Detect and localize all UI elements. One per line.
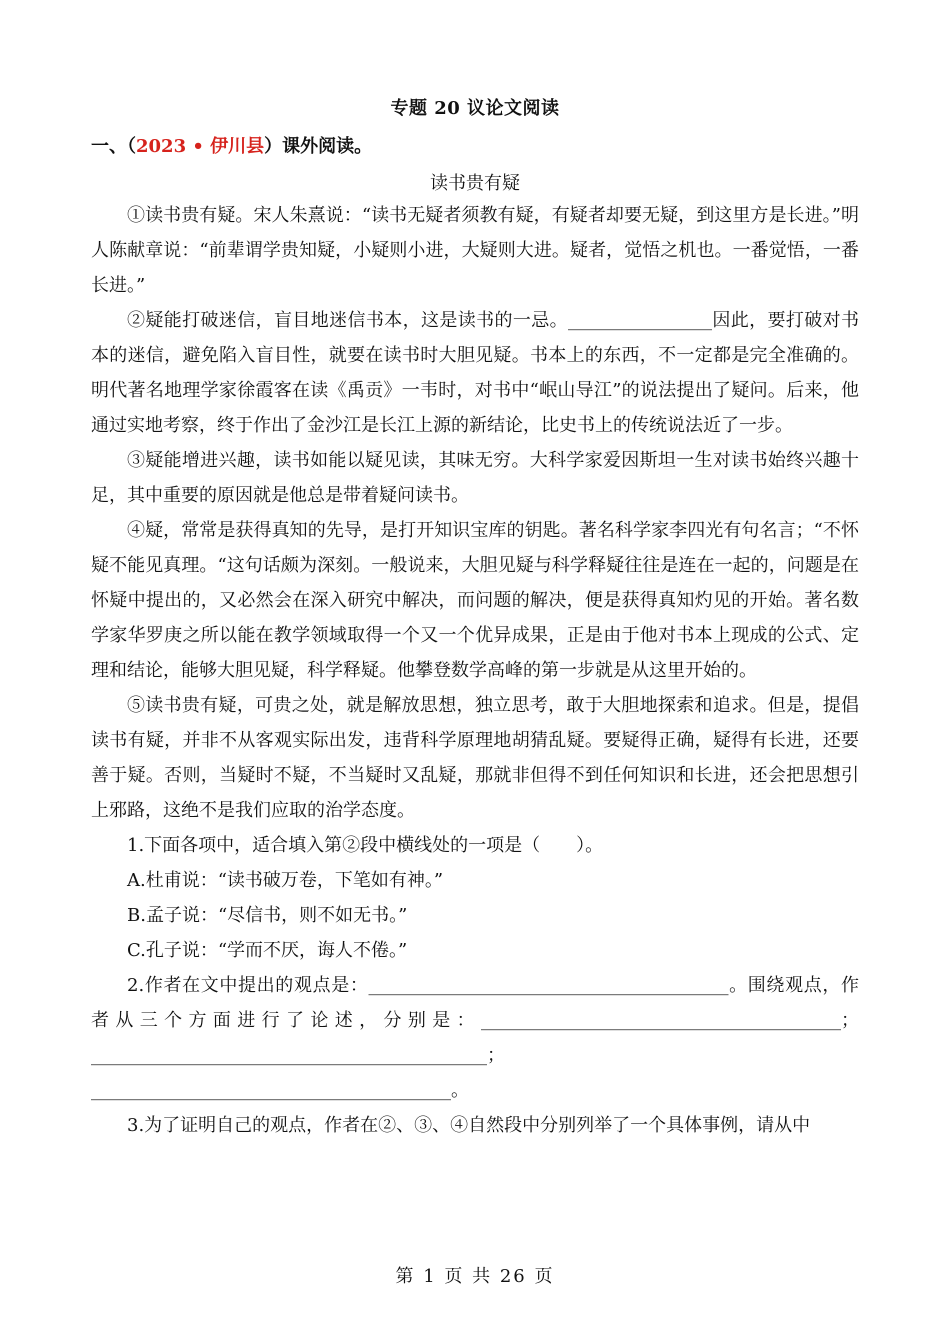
section-suffix: ）课外阅读。 bbox=[264, 136, 373, 157]
option-b: B.孟子说：“尽信书，则不如无书。” bbox=[127, 905, 408, 926]
option-c: C.孔子说：“学而不厌，诲人不倦。” bbox=[127, 940, 408, 961]
paragraph-1: ①读书贵有疑。宋人朱熹说：“读书无疑者须教有疑，有疑者却要无疑，到这里方是长进。”明人陈献章说：“前辈谓学贵知疑，小疑则小进，大疑则大进。疑者，觉悟之机也。一番觉悟，一番长进。” bbox=[91, 205, 859, 296]
section-prefix: 一、（ bbox=[91, 136, 136, 157]
question-2: 2.作者在文中提出的观点是：________________________________________。围绕观点，作者从三个方面进行了论述，分别是：________________________________________；____________________________________________；________________________________________。 bbox=[91, 975, 859, 1101]
passage-title: 读书贵有疑 bbox=[430, 173, 520, 194]
paragraph-4: ④疑，常常是获得真知的先导，是打开知识宝库的钥匙。著名科学家李四光有句名言；“不怀疑不能见真理。“这句话颇为深刻。一般说来，大胆见疑与科学释疑往往是连在一起的，问题是在怀疑中提出的，又必然会在深入研究中解决，而问题的解决，便是获得真知灼见的开始。著名数学家华罗庚之所以能在教学领域取得一个又一个优异成果，正是由于他对书本上现成的公式、定理和结论，能够大胆见疑，科学释疑。他攀登数学高峰的第一步就是从这里开始的。 bbox=[91, 520, 859, 681]
page-footer: 第 1 页 共 26 页 bbox=[395, 1266, 555, 1287]
paragraph-5: ⑤读书贵有疑，可贵之处，就是解放思想，独立思考，敢于大胆地探索和追求。但是，提倡读书有疑，并非不从客观实际出发，违背科学原理地胡猜乱疑。要疑得正确，疑得有长进，还要善于疑。否则，当疑时不疑，不当疑时又乱疑，那就非但得不到任何知识和长进，还会把思想引上邪路，这绝不是我们应取的治学态度。 bbox=[91, 695, 859, 821]
question-3: 3.为了证明自己的观点，作者在②、③、④自然段中分别列举了一个具体事例，请从中 bbox=[127, 1115, 811, 1136]
document-title: 专题 20 议论文阅读 bbox=[390, 98, 560, 119]
question-1: 1.下面各项中，适合填入第②段中横线处的一项是（ ）。 bbox=[127, 835, 604, 856]
paragraph-3: ③疑能增进兴趣，读书如能以疑见读，其味无穷。大科学家爱因斯坦一生对读书始终兴趣十足，其中重要的原因就是他总是带着疑问读书。 bbox=[91, 450, 859, 506]
passage-body bbox=[91, 198, 859, 1143]
paragraph-2: ②疑能打破迷信，盲目地迷信书本，这是读书的一忌。________________因此，要打破对书本的迷信，避免陷入盲目性，就要在读书时大胆见疑。书本上的东西，不一定都是完全准确的。明代著名地理学家徐霞客在读《禹贡》一韦时，对书中“岷山导江”的说法提出了疑问。后来，他通过实地考察，终于作出了金沙江是长江上源的新结论，比史书上的传统说法近了一步。 bbox=[91, 310, 859, 436]
section-source: 2023 • 伊川县 bbox=[136, 136, 265, 157]
option-a: A.杜甫说：“读书破万卷，下笔如有神。” bbox=[127, 870, 444, 891]
section-heading bbox=[91, 132, 372, 158]
